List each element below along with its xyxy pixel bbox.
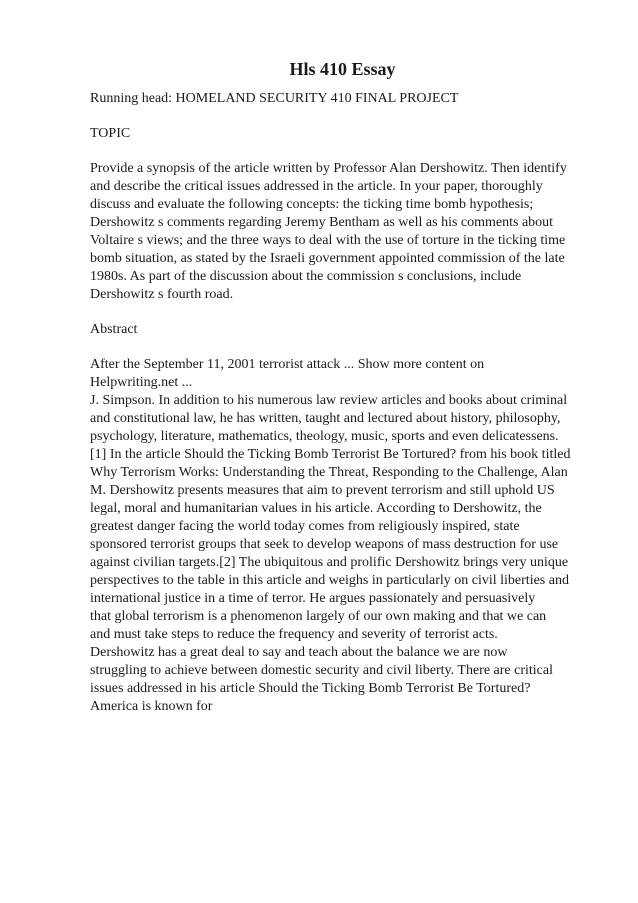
document-page <box>90 58 595 716</box>
body-paragraph: After the September 11, 2001 terrorist attack ... Show more content on Helpwriting.net ... J. Simpson. In addition to his numerous law review articles and books about criminal and constitutional law, he has written, taught and lectured about history, philosophy, psychology, literature, mathematics, theology, music, sports and even delicatessens. [1] In the article Should the Ticking Bomb Terrorist Be Tortured? from his book titled Why Terrorism Works: Understanding the Threat, Responding to the Challenge, Alan M. Dershowitz presents measures that aim to prevent terrorism and still uphold US legal, moral and humanitarian values in his article. According to Dershowitz, the greatest danger facing the world today comes from religiously inspired, state sponsored terrorist groups that seek to develop weapons of mass destruction for use against civilian targets.[2] The ubiquitous and prolific Dershowitz brings very unique perspectives to the table in this article and weighs in particularly on civil liberties and international justice in a time of terror. He argues passionately and persuasively that global terrorism is a phenomenon largely of our own making and that we can and must take steps to reduce the frequency and severity of terrorist acts. Dershowitz has a great deal to say and teach about the balance we are now struggling to achieve between domestic security and civil liberty. There are critical issues addressed in his article Should the Ticking Bomb Terrorist Be Tortured? America is known for <box>90 357 571 714</box>
running-head: Running head: HOMELAND SECURITY 410 FINAL PROJECT <box>90 91 459 106</box>
abstract-heading: Abstract <box>90 322 138 337</box>
topic-paragraph: Provide a synopsis of the article written by Professor Alan Dershowitz. Then identify and describe the critical issues addressed in the article. In your paper, thoroughly discuss and evaluate the following concepts: the ticking time bomb hypothesis; Dershowitz s comments regarding Jeremy Bentham as well as his comments about Voltaire s views; and the three ways to deal with the use of torture in the ticking time bomb situation, as stated by the Israeli government appointed commission of the late 1980s. As part of the discussion about the commission s conclusions, include Dershowitz s fourth road. <box>90 161 567 302</box>
document-title: Hls 410 Essay <box>289 59 396 79</box>
topic-heading: TOPIC <box>90 126 131 141</box>
